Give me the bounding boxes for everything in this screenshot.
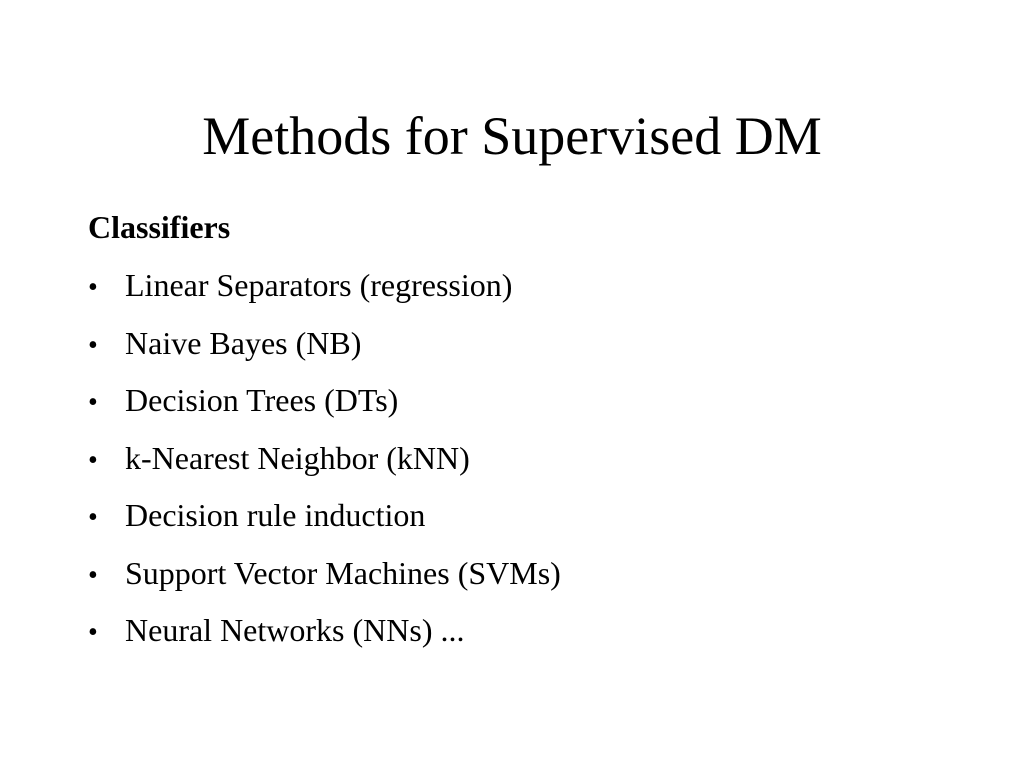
bullet-item [88,551,561,609]
bullet-item [88,608,561,666]
bullet-icon: • [88,387,98,418]
bullet-icon: • [88,559,98,591]
slide-title: Methods for Supervised DM [202,106,822,166]
bullet-icon: • [88,617,98,648]
bullet-text: Support Vector Machines (SVMs) [125,554,561,591]
bullet-icon: • [88,502,98,533]
bullet-text: Naive Bayes (NB) [125,324,362,361]
bullet-item [88,321,561,379]
bullet-text: k-Nearest Neighbor (kNN) [125,439,470,476]
bullet-item [88,436,561,494]
bullet-item [88,378,561,436]
bullet-icon: • [88,272,98,303]
bullet-icon: • [88,329,98,361]
bullet-text: Decision rule induction [125,497,426,533]
bullet-text: Linear Separators (regression) [125,267,513,303]
bullet-item [88,493,561,551]
bullet-text: Neural Networks (NNs) ... [125,612,465,648]
bullet-item [88,263,561,321]
section-heading: Classifiers [88,209,231,245]
bullet-list [88,263,561,666]
bullet-icon: • [88,444,98,476]
bullet-text: Decision Trees (DTs) [125,382,399,418]
